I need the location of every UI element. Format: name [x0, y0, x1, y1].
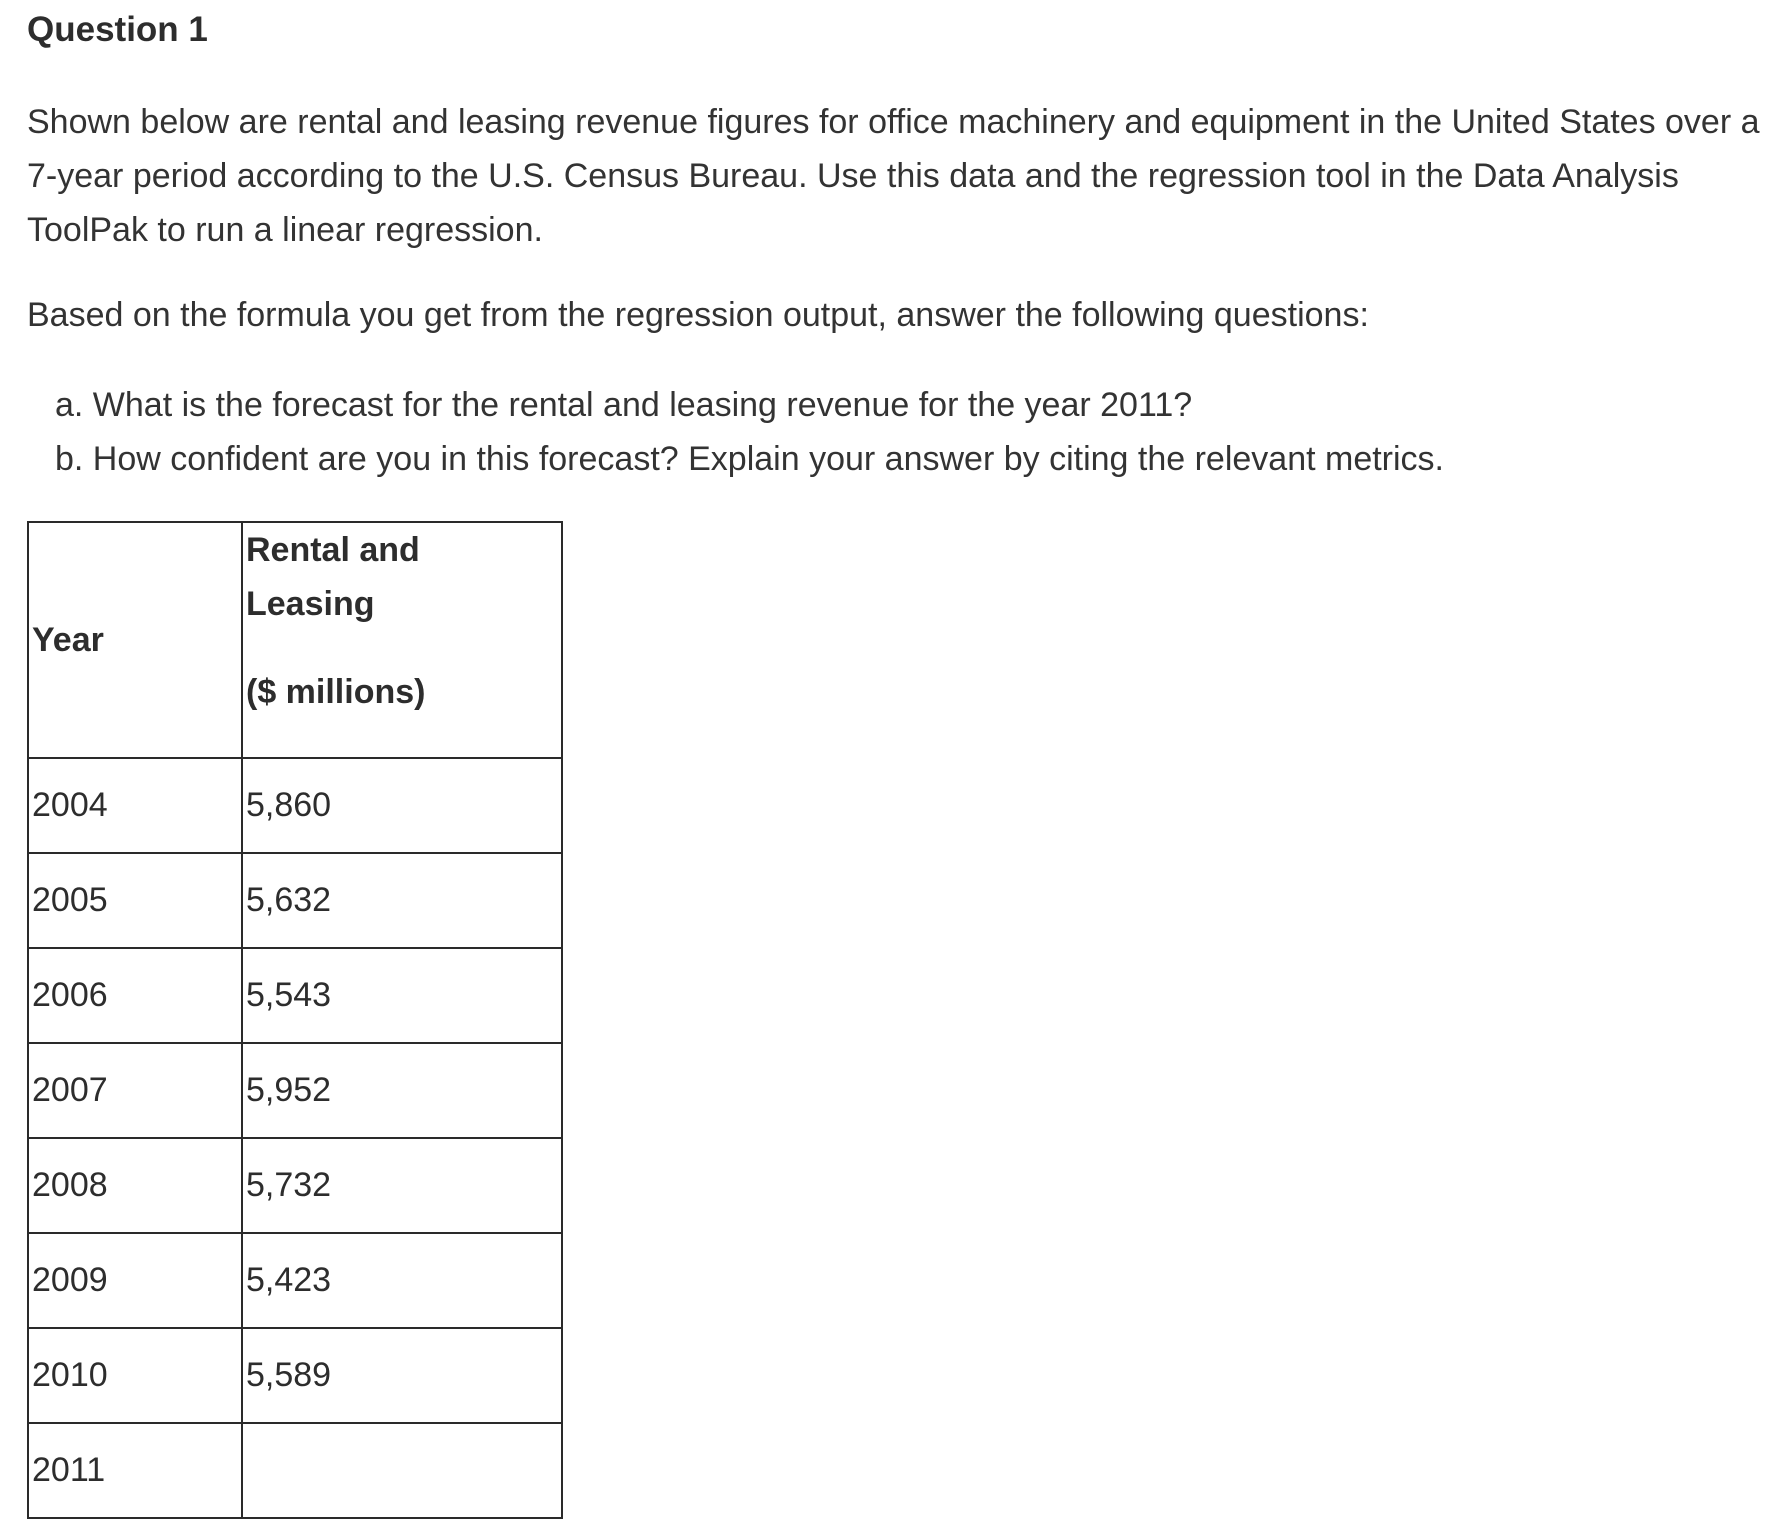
revenue-header: [242, 522, 562, 758]
year-cell: 2006: [28, 948, 242, 1043]
question-instruction: Based on the formula you get from the regression output, answer the following questions:: [27, 296, 1369, 334]
revenue-cell: [242, 1423, 562, 1518]
year-header: Year: [28, 522, 242, 758]
question-title: Question 1: [27, 10, 208, 49]
table-row: [28, 1328, 562, 1423]
question-item-a: a. What is the forecast for the rental and leasing revenue for the year 2011?: [55, 386, 1193, 424]
table-header-row: [28, 522, 562, 758]
revenue-cell: 5,543: [242, 948, 562, 1043]
year-cell: 2010: [28, 1328, 242, 1423]
revenue-cell: 5,860: [242, 758, 562, 853]
year-cell: 2004: [28, 758, 242, 853]
revenue-cell: 5,589: [242, 1328, 562, 1423]
revenue-header-line1: Rental and: [246, 531, 420, 569]
year-cell: 2007: [28, 1043, 242, 1138]
table-row: [28, 1138, 562, 1233]
revenue-header-line2: Leasing: [246, 585, 375, 623]
revenue-cell: 5,632: [242, 853, 562, 948]
table-row: [28, 758, 562, 853]
revenue-table: [27, 521, 563, 1519]
question-item-b: b. How confident are you in this forecast? Explain your answer by citing the relevant metrics.: [55, 440, 1445, 478]
year-cell: 2011: [28, 1423, 242, 1518]
revenue-header-unit: ($ millions): [246, 673, 426, 711]
revenue-cell: 5,952: [242, 1043, 562, 1138]
year-cell: 2005: [28, 853, 242, 948]
question-list: [55, 378, 1444, 486]
table-row: [28, 948, 562, 1043]
table-row: [28, 1423, 562, 1518]
year-cell: 2009: [28, 1233, 242, 1328]
revenue-cell: 5,423: [242, 1233, 562, 1328]
table-row: [28, 1043, 562, 1138]
table-row: [28, 1233, 562, 1328]
year-cell: 2008: [28, 1138, 242, 1233]
revenue-header-gap: [246, 631, 561, 665]
question-intro: Shown below are rental and leasing revenue figures for office machinery and equipment in the United States over a 7-year period according to the U.S. Census Bureau. Use this data and the regression tool in the Data Analysis ToolPak to run a linear regression.: [27, 103, 1760, 249]
table-row: [28, 853, 562, 948]
revenue-cell: 5,732: [242, 1138, 562, 1233]
